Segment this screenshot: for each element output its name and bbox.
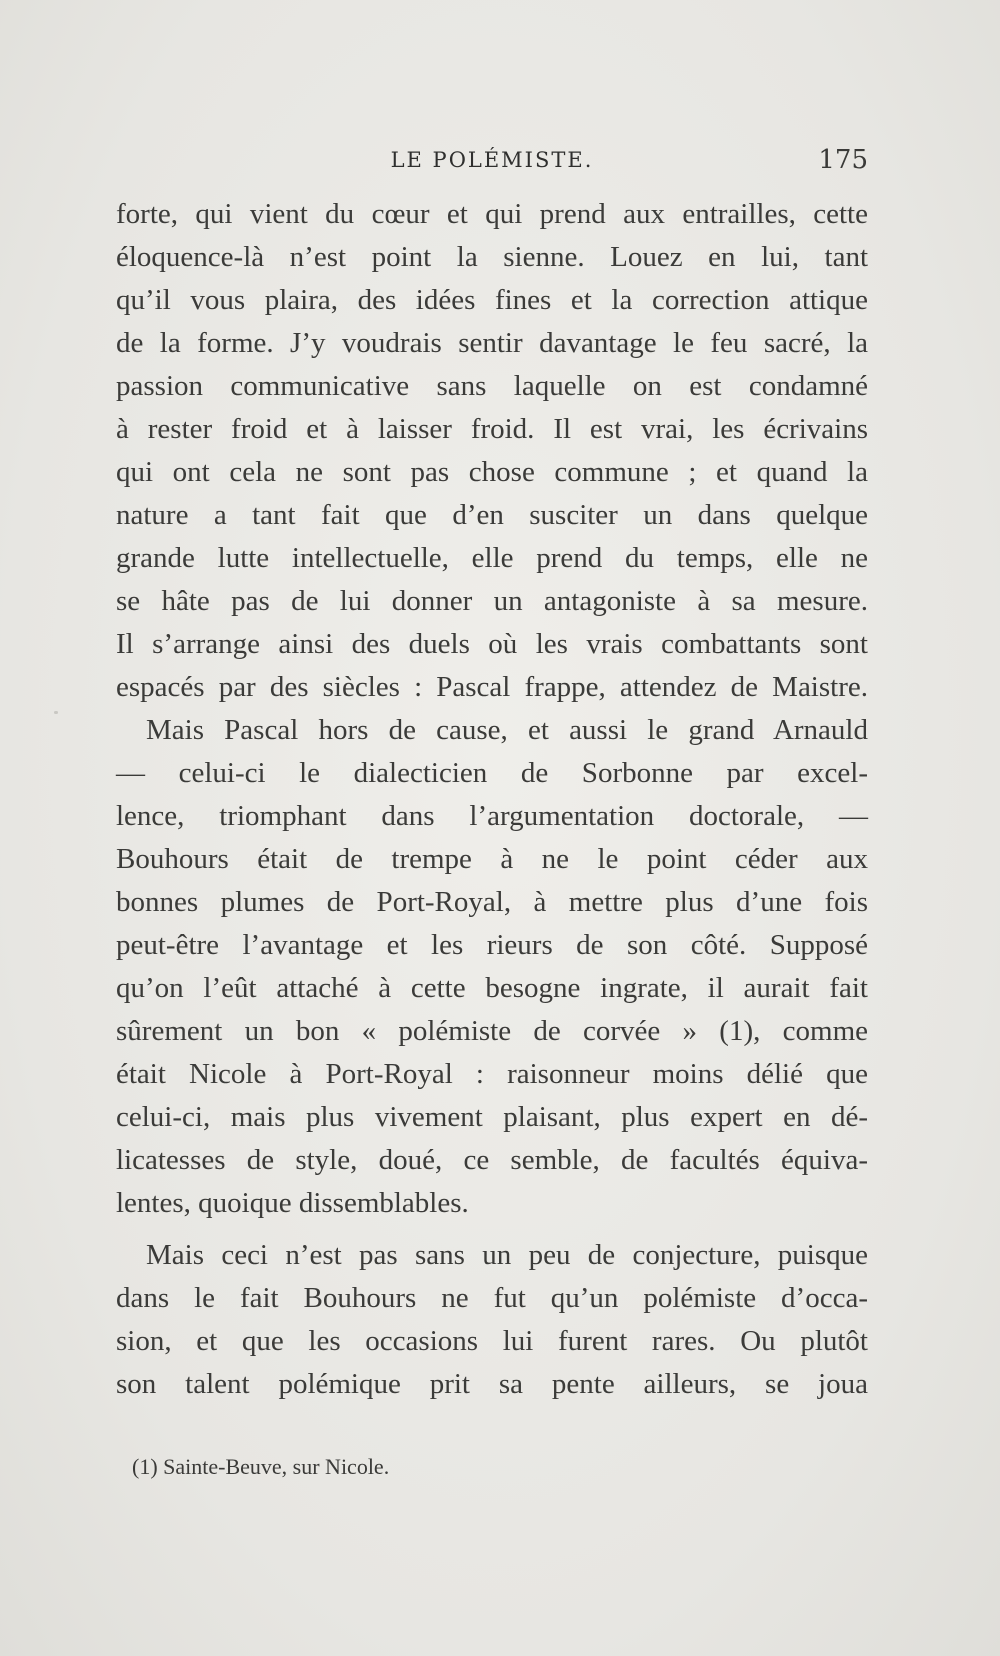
text-line: Mais ceci n’est pas sans un peu de conjecture, puisque — [146, 1239, 868, 1271]
text-line: Il s’arrange ainsi des duels où les vrais combattants sont — [116, 628, 868, 660]
text-line: sûrement un bon « polémiste de corvée » (1), comme — [116, 1015, 868, 1047]
text-line: qui ont cela ne sont pas chose commune ; et quand la — [116, 456, 868, 488]
text-line: passion communicative sans laquelle on est condamné — [116, 370, 868, 402]
running-head — [116, 145, 868, 178]
text-line: forte, qui vient du cœur et qui prend aux entrailles, cette — [116, 198, 868, 230]
text-line: nature a tant fait que d’en susciter un dans quelque — [116, 499, 868, 531]
paper-speck — [54, 711, 58, 714]
text-line: se hâte pas de lui donner un antagoniste à sa mesure. — [116, 585, 868, 617]
text-line: peut-être l’avantage et les rieurs de son côté. Supposé — [116, 929, 868, 961]
footnote: (1) Sainte-Beuve, sur Nicole. — [132, 1454, 390, 1479]
text-line: éloquence-là n’est point la sienne. Louez en lui, tant — [116, 241, 868, 273]
page-number: 175 — [818, 145, 868, 175]
text-line: Bouhours était de trempe à ne le point céder aux — [116, 843, 868, 875]
text-line: — celui-ci le dialecticien de Sorbonne par excel- — [116, 757, 868, 789]
text-line: lentes, quoique dissemblables. — [116, 1187, 469, 1219]
text-line: qu’on l’eût attaché à cette besogne ingrate, il aurait fait — [116, 972, 868, 1004]
text-line: licatesses de style, doué, ce semble, de facultés équiva- — [116, 1144, 868, 1176]
running-title: LE POLÉMISTE. — [390, 148, 594, 172]
text-line: Mais Pascal hors de cause, et aussi le grand Arnauld — [146, 714, 868, 746]
text-line: son talent polémique prit sa pente ailleurs, se joua — [116, 1368, 868, 1400]
text-line: de la forme. J’y voudrais sentir davantage le feu sacré, la — [116, 327, 868, 359]
text-line: espacés par des siècles : Pascal frappe, attendez de Maistre. — [116, 671, 868, 703]
text-line: était Nicole à Port-Royal : raisonneur moins délié que — [116, 1058, 868, 1090]
text-line: sion, et que les occasions lui furent rares. Ou plutôt — [116, 1325, 868, 1357]
text-line: qu’il vous plaira, des idées fines et la correction attique — [116, 284, 868, 316]
text-line: bonnes plumes de Port-Royal, à mettre plus d’une fois — [116, 886, 868, 918]
text-line: lence, triomphant dans l’argumentation doctorale, — — [116, 800, 868, 832]
text-line: grande lutte intellectuelle, elle prend du temps, elle ne — [116, 542, 868, 574]
text-line: dans le fait Bouhours ne fut qu’un polémiste d’occa- — [116, 1282, 868, 1314]
text-line: à rester froid et à laisser froid. Il est vrai, les écrivains — [116, 413, 868, 445]
text-line: celui-ci, mais plus vivement plaisant, plus expert en dé- — [116, 1101, 868, 1133]
